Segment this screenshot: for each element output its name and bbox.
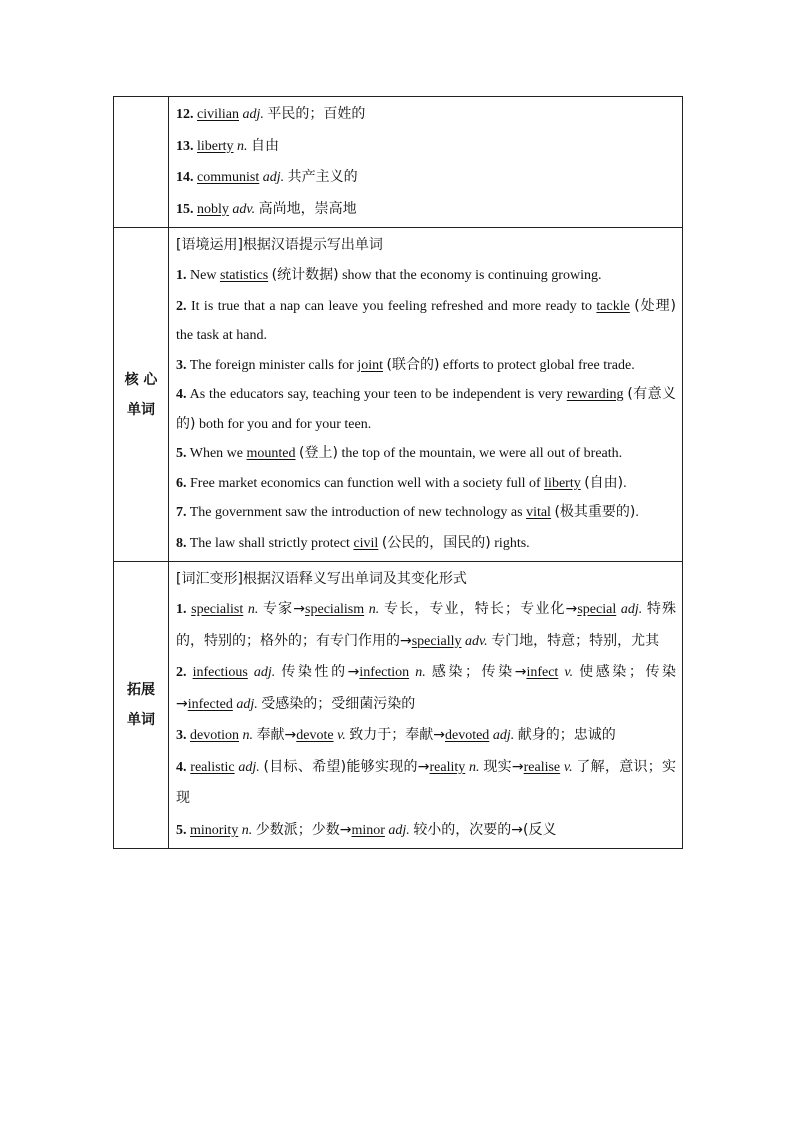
chinese-hint: (有意义的)	[176, 386, 677, 432]
item-number: 1.	[176, 268, 187, 283]
sentence-text: The law shall strictly protect	[189, 535, 350, 551]
meaning: 自由	[251, 137, 280, 154]
chinese-hint: (公民的，国民的)	[381, 534, 491, 551]
meaning: 平民的；百姓的	[267, 106, 366, 122]
part-of-speech: adj.	[388, 822, 410, 838]
exercise-item	[176, 720, 676, 752]
part-of-speech: n.	[237, 138, 248, 154]
section-title: [语境运用]根据汉语提示写出单词	[176, 237, 383, 253]
part-of-speech: v.	[563, 759, 573, 775]
context-exercise	[169, 228, 682, 561]
sentence-text: It is true that a nap can leave you feeling refreshed and more ready to	[190, 298, 592, 314]
label-line: 单词	[127, 401, 155, 418]
sentence-text: .	[635, 505, 639, 520]
answer-word: specialism	[305, 602, 365, 617]
item-number: 8.	[176, 535, 187, 551]
row-label	[114, 562, 169, 848]
vocabulary-table	[113, 96, 683, 849]
part-of-speech: n.	[247, 602, 259, 617]
table-row	[114, 561, 682, 848]
list-item	[176, 162, 676, 194]
meaning: 专家→	[263, 601, 306, 617]
part-of-speech: adj.	[242, 107, 264, 122]
part-of-speech: v.	[337, 728, 346, 743]
chinese-hint: (极其重要的)	[554, 504, 636, 520]
meaning: 共产主义的	[287, 169, 358, 185]
part-of-speech: n.	[469, 759, 480, 775]
sentence-text: The foreign minister calls for	[189, 357, 354, 373]
answer-word: devotion	[190, 728, 239, 743]
item-number: 14.	[176, 170, 194, 185]
exercise-item	[176, 469, 676, 499]
meaning: 致力于；奉献→	[349, 727, 445, 743]
exercise-item	[176, 528, 676, 560]
sentence-text: Free market economics can function well with a society full of	[190, 475, 541, 491]
answer-word: tackle	[596, 298, 630, 314]
item-number: 13.	[176, 138, 194, 154]
part-of-speech: adj.	[492, 728, 515, 743]
exercise-item	[176, 439, 676, 469]
part-of-speech: adv.	[465, 633, 488, 649]
sentence-text: .	[623, 475, 627, 491]
answer-word: mounted	[246, 446, 296, 461]
meaning: 感染；传染→	[431, 664, 527, 680]
item-number: 12.	[176, 107, 194, 122]
meaning: 少数派；少数→	[255, 821, 352, 838]
item-number: 4.	[176, 759, 187, 775]
meaning: 较小的，次要的→(反义	[413, 821, 557, 838]
part-of-speech: n.	[241, 822, 253, 838]
exercise-item	[176, 292, 676, 351]
answer-word: joint	[357, 357, 383, 373]
meaning: (目标、希望)能够实现的→	[263, 758, 430, 775]
sentence-text: The government saw the introduction of new technology as	[189, 505, 523, 520]
item-number: 15.	[176, 201, 194, 217]
exercise-item	[176, 594, 676, 657]
part-of-speech: n.	[242, 728, 253, 743]
answer-word: liberty	[544, 475, 581, 491]
part-of-speech: adv.	[232, 201, 256, 217]
meaning: 了解，意识；实现	[176, 758, 677, 806]
sentence-text: both for you and for your teen.	[198, 416, 372, 432]
chinese-hint: (自由)	[584, 474, 624, 491]
answer-word: statistics	[219, 268, 269, 283]
meaning: 专门地，特意；特别，尤其	[491, 632, 660, 649]
row-label	[114, 228, 169, 561]
exercise-item	[176, 752, 676, 815]
answer-word: devote	[296, 728, 334, 743]
answer-word: devoted	[444, 728, 490, 743]
part-of-speech: adj.	[238, 759, 260, 775]
chinese-hint: (登上)	[299, 445, 338, 461]
word-list	[169, 97, 682, 227]
exercise-item	[176, 657, 676, 720]
answer-word: nobly	[197, 201, 229, 217]
row-label	[114, 97, 169, 227]
part-of-speech: v.	[564, 665, 574, 680]
item-number: 2.	[176, 298, 187, 314]
meaning: 专长，专业，特长；专业化→	[383, 601, 578, 617]
table-row	[114, 97, 682, 227]
sentence-text: As the educators say, teaching your teen to be independent is very	[189, 387, 563, 402]
part-of-speech: adj.	[236, 696, 258, 712]
answer-word: civilian	[197, 107, 239, 122]
chinese-hint: (联合的)	[386, 356, 440, 373]
meaning: 使感染；传染→	[176, 664, 677, 712]
meaning: 献身的；忠诚的	[517, 727, 616, 743]
sentence-text: show that the economy is continuing growing.	[342, 268, 602, 283]
answer-word: communist	[197, 170, 260, 185]
answer-word: specially	[411, 633, 462, 649]
answer-word: infection	[359, 665, 410, 680]
label-line: 核 心	[124, 371, 158, 388]
part-of-speech: adj.	[262, 170, 285, 185]
part-of-speech: n.	[415, 665, 426, 680]
meaning: 特殊的，特别的；格外的；有专门作用的→	[176, 601, 677, 649]
part-of-speech: adj.	[620, 602, 643, 617]
answer-word: specialist	[191, 602, 244, 617]
answer-word: infect	[526, 665, 559, 680]
sentence-text: New	[190, 268, 217, 283]
list-item	[176, 131, 676, 163]
list-item	[176, 99, 676, 131]
table-row	[114, 227, 682, 561]
answer-word: rewarding	[566, 387, 624, 402]
answer-word: special	[577, 602, 617, 617]
meaning: 奉献→	[256, 727, 297, 743]
sentence-text: rights.	[494, 535, 530, 551]
sentence-text: the top of the mountain, we were all out of breath.	[341, 446, 623, 461]
answer-word: infected	[187, 696, 233, 712]
part-of-speech: n.	[368, 602, 380, 617]
list-item	[176, 194, 676, 226]
item-number: 5.	[176, 446, 187, 461]
sentence-text: the task at hand.	[176, 328, 267, 343]
exercise-item	[176, 815, 676, 847]
item-number: 3.	[176, 728, 187, 743]
item-number: 2.	[176, 665, 187, 680]
exercise-item	[176, 260, 676, 292]
answer-word: realistic	[190, 759, 235, 775]
meaning: 传染性的→	[281, 664, 360, 680]
sentence-text: efforts to protect global free trade.	[442, 357, 635, 373]
label-line: 单词	[127, 712, 155, 728]
answer-word: minority	[190, 822, 239, 838]
answer-word: reality	[429, 759, 466, 775]
item-number: 6.	[176, 475, 187, 491]
sentence-text: When we	[189, 446, 244, 461]
label-line: 拓展	[127, 682, 155, 698]
exercise-item	[176, 380, 676, 439]
item-number: 3.	[176, 357, 187, 373]
item-number: 7.	[176, 505, 187, 520]
section-title: [词汇变形]根据汉语释义写出单词及其变化形式	[176, 571, 467, 587]
item-number: 5.	[176, 822, 187, 838]
exercise-item	[176, 351, 676, 381]
meaning: 现实→	[483, 758, 524, 775]
meaning: 高尚地，崇高地	[258, 200, 357, 217]
chinese-hint: (处理)	[634, 297, 676, 314]
answer-word: civil	[353, 535, 379, 551]
item-number: 4.	[176, 387, 187, 402]
item-number: 1.	[176, 602, 187, 617]
meaning: 受感染的；受细菌污染的	[261, 695, 416, 712]
answer-word: vital	[526, 505, 551, 520]
word-forms-exercise	[169, 562, 682, 848]
answer-word: liberty	[197, 138, 234, 154]
answer-word: infectious	[192, 665, 248, 680]
answer-word: realise	[523, 759, 561, 775]
part-of-speech: adj.	[253, 665, 276, 680]
answer-word: minor	[351, 822, 385, 838]
chinese-hint: (统计数据)	[271, 267, 339, 283]
exercise-item	[176, 498, 676, 528]
